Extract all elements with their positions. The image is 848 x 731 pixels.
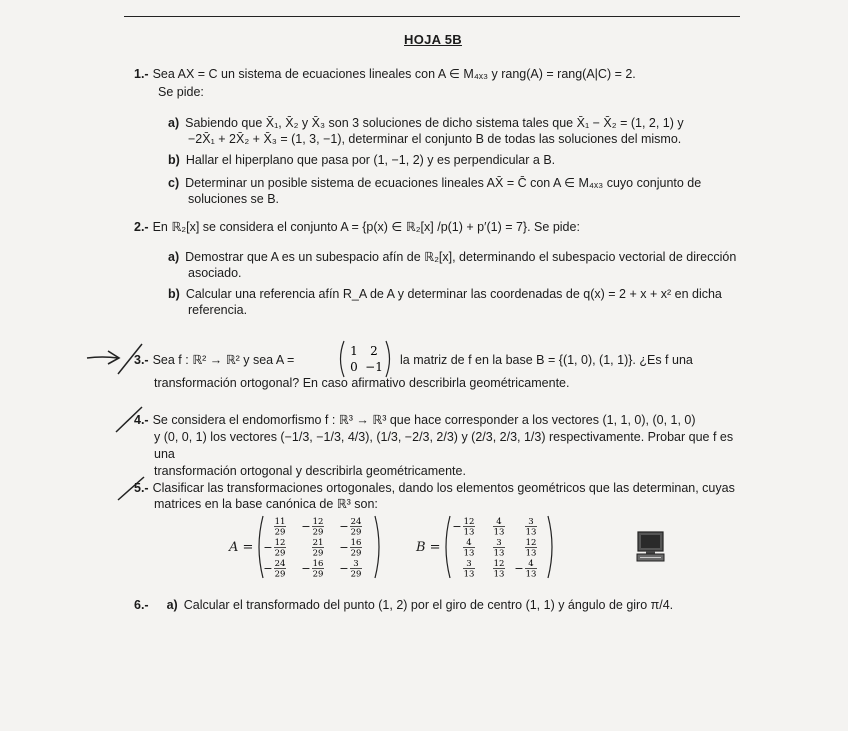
matrix-cell bbox=[339, 559, 362, 580]
matrix-cell bbox=[263, 559, 286, 580]
problem-2: 2.- En ℝ₂[x] se considera el conjunto A = {p(x) ∈ ℝ₂[x] /p(1) + p′(1) = 7}. Se pide: bbox=[134, 220, 580, 234]
problem-1-a: a) Sabiendo que X̄₁, X̄₂ y X̄₃ son 3 soluciones de dicho sistema tales que X̄₁ − X̄₂ = (1, 2, 1) y −2X̄₁ + 2X̄₂ + X̄₃ = (1, 3, −1), determinar el conjunto B de todas las soluciones del mismo. bbox=[168, 116, 684, 146]
svg-text:29: 29 bbox=[312, 548, 324, 559]
svg-text:3: 3 bbox=[353, 559, 359, 569]
svg-text:3: 3 bbox=[466, 559, 472, 569]
svg-text:3: 3 bbox=[496, 538, 502, 548]
computer-icon bbox=[636, 530, 666, 564]
svg-text:29: 29 bbox=[312, 569, 324, 580]
matrix-cell bbox=[463, 538, 475, 559]
problem-2-a: a) Demostrar que A es un subespacio afín de ℝ₂[x], determinando el subespacio vectorial de dirección asociado. bbox=[168, 250, 737, 280]
matrix-cell bbox=[463, 559, 475, 580]
svg-text:−: − bbox=[301, 520, 311, 533]
svg-text:−: − bbox=[263, 541, 273, 554]
matrix-cell: 1 bbox=[350, 344, 358, 358]
svg-text:29: 29 bbox=[350, 527, 362, 538]
svg-text:4: 4 bbox=[528, 559, 534, 569]
svg-text:29: 29 bbox=[274, 569, 286, 580]
problem-1-c: c) Determinar un posible sistema de ecuaciones lineales AX̄ = C̄ con A ∈ M₄ₓ₃ cuyo conjunto de soluciones se B. bbox=[168, 176, 702, 206]
svg-text:16: 16 bbox=[350, 538, 362, 548]
svg-text:29: 29 bbox=[312, 527, 324, 538]
svg-text:4: 4 bbox=[466, 538, 472, 548]
svg-text:−: − bbox=[339, 520, 349, 533]
svg-text:13: 13 bbox=[525, 527, 537, 538]
problem-1 bbox=[134, 66, 744, 100]
matrix-cell bbox=[493, 538, 505, 559]
matrix-cell bbox=[525, 517, 537, 538]
svg-text:12: 12 bbox=[525, 538, 537, 548]
matrix-cell bbox=[514, 559, 537, 580]
svg-text:13: 13 bbox=[525, 548, 537, 559]
problem-4: 4.- Se considera el endomorfismo f : ℝ³ → ℝ³ que hace corresponder a los vectores (1, 1, 0), (0, 1, 0) y (0, 0, 1) los vectores (−1/3, −1/3, 4/3), (1/3, −2/3, 2/3) y (2/3, 2/3, 1/3) respectivamente. Probar que f es una transformación ortogonal y describirla geométricamente. bbox=[134, 413, 734, 478]
matrix-B-label: B = bbox=[416, 540, 441, 555]
matrix-A-label: A = bbox=[229, 540, 254, 555]
svg-text:−: − bbox=[263, 562, 273, 575]
svg-text:29: 29 bbox=[350, 569, 362, 580]
svg-text:29: 29 bbox=[350, 548, 362, 559]
svg-text:4: 4 bbox=[496, 517, 502, 527]
svg-text:29: 29 bbox=[274, 527, 286, 538]
svg-text:−: − bbox=[301, 562, 311, 575]
svg-text:11: 11 bbox=[274, 517, 286, 527]
svg-text:16: 16 bbox=[312, 559, 324, 569]
problem-1-b: b) Hallar el hiperplano que pasa por (1, −1, 2) y es perpendicular a B. bbox=[168, 153, 556, 167]
matrix-cell bbox=[525, 538, 537, 559]
svg-text:13: 13 bbox=[493, 569, 505, 580]
matrix-cell bbox=[339, 538, 362, 559]
matrix-cell bbox=[339, 517, 362, 538]
matrix-B bbox=[443, 514, 555, 580]
problem-3: 3.- Sea f : ℝ² → ℝ² y sea A = bbox=[134, 353, 295, 367]
problem-1-intro: Sea AX = C un sistema de ecuaciones lineales con A ∈ M₄ₓ₃ y rang(A) = rang(A|C) = 2. bbox=[152, 67, 636, 81]
svg-text:13: 13 bbox=[463, 527, 475, 538]
matrix-cell bbox=[493, 559, 505, 580]
svg-text:12: 12 bbox=[463, 517, 475, 527]
svg-text:−: − bbox=[339, 541, 349, 554]
matrix-cell: −1 bbox=[365, 360, 383, 374]
matrix-cell bbox=[301, 559, 324, 580]
problem-1-number: 1.- bbox=[134, 67, 149, 81]
svg-text:−: − bbox=[452, 520, 462, 533]
svg-text:12: 12 bbox=[312, 517, 324, 527]
problem-1-ask: Se pide: bbox=[158, 85, 204, 99]
svg-text:−: − bbox=[339, 562, 349, 575]
matrix-cell bbox=[312, 538, 324, 559]
svg-text:13: 13 bbox=[493, 527, 505, 538]
svg-text:29: 29 bbox=[274, 548, 286, 559]
problem-6: 6.- a) Calcular el transformado del punto (1, 2) por el giro de centro (1, 1) y ángulo de giro π/4. bbox=[134, 598, 674, 612]
matrix-cell bbox=[274, 517, 286, 538]
svg-text:−: − bbox=[514, 562, 524, 575]
svg-text:13: 13 bbox=[493, 548, 505, 559]
matrix-cell: 0 bbox=[350, 360, 358, 374]
top-rule bbox=[124, 16, 740, 17]
svg-text:24: 24 bbox=[274, 559, 286, 569]
matrix-cell bbox=[301, 517, 324, 538]
svg-text:13: 13 bbox=[525, 569, 537, 580]
svg-text:13: 13 bbox=[463, 548, 475, 559]
problem-5: 5.- Clasificar las transformaciones ortogonales, dando los elementos geométricos que las determinan, cuyas matrices en la base canónica de ℝ³ son: bbox=[134, 481, 735, 511]
problem-3-line2: transformación ortogonal? En caso afirmativo describirla geométricamente. bbox=[154, 376, 570, 390]
matrix-f-2x2 bbox=[336, 339, 394, 379]
matrix-cell bbox=[452, 517, 475, 538]
svg-text:12: 12 bbox=[274, 538, 286, 548]
matrix-cell bbox=[493, 517, 505, 538]
matrix-cell bbox=[263, 538, 286, 559]
svg-text:3: 3 bbox=[528, 517, 534, 527]
svg-text:13: 13 bbox=[463, 569, 475, 580]
problem-3-tail: la matriz de f en la base B = {(1, 0), (1, 1)}. ¿Es f una bbox=[400, 353, 693, 367]
problem-2-b: b) Calcular una referencia afín R_A de A y determinar las coordenadas de q(x) = 2 + x + x² en dicha referencia. bbox=[168, 287, 722, 317]
svg-text:21: 21 bbox=[312, 538, 324, 548]
matrix-cell: 2 bbox=[370, 344, 378, 358]
svg-text:24: 24 bbox=[350, 517, 362, 527]
svg-text:12: 12 bbox=[493, 559, 505, 569]
matrix-A bbox=[256, 514, 382, 580]
page-title: HOJA 5B bbox=[404, 32, 462, 47]
